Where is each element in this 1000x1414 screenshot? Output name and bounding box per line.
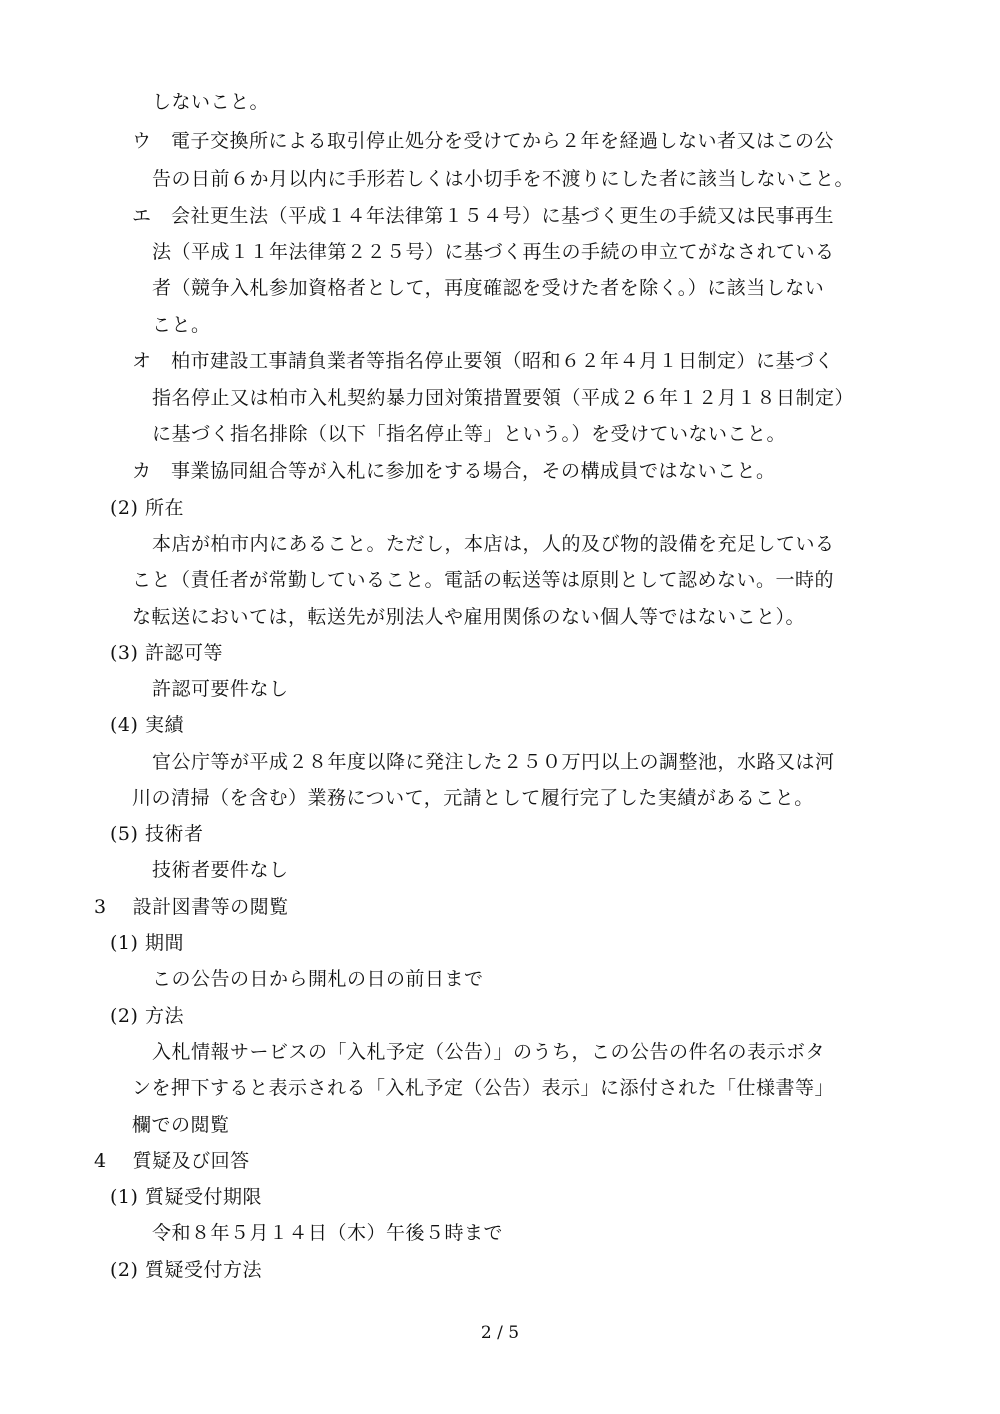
text-line: 令和８年５月１４日（木）午後５時まで xyxy=(152,1222,504,1244)
section-heading: (2) 方法 xyxy=(110,1005,184,1027)
text-line: エ 会社更生法（平成１４年法律第１５４号）に基づく更生の手続又は民事再生 xyxy=(132,205,835,227)
section-heading: (3) 許認可等 xyxy=(110,642,223,664)
text-line: ンを押下すると表示される「入札予定（公告）表示」に添付された「仕様書等」 xyxy=(132,1077,835,1099)
section-heading: (2) 所在 xyxy=(110,497,184,519)
text-line: 許認可要件なし xyxy=(152,678,289,700)
text-line: この公告の日から開札の日の前日まで xyxy=(152,968,484,990)
text-line: な転送においては，転送先が別法人や雇用関係のない個人等ではないこと）。 xyxy=(132,606,806,628)
text-line: カ 事業協同組合等が入札に参加をする場合，その構成員ではないこと。 xyxy=(132,460,776,482)
text-line: に基づく指名排除（以下「指名停止等」という。）を受けていないこと。 xyxy=(152,423,787,445)
section-heading: (1) 期間 xyxy=(110,932,184,954)
text-line: 入札情報サービスの「入札予定（公告）」のうち，この公告の件名の表示ボタ xyxy=(152,1041,826,1063)
section-heading: (5) 技術者 xyxy=(110,823,204,845)
text-line: こと（責任者が常勤していること。電話の転送等は原則として認めない。一時的 xyxy=(132,569,835,591)
section-heading: (2) 質疑受付方法 xyxy=(110,1259,262,1281)
text-line: 官公庁等が平成２８年度以降に発注した２５０万円以上の調整池，水路又は河 xyxy=(152,751,835,773)
text-line: こと。 xyxy=(152,314,211,336)
text-line: しないこと。 xyxy=(152,91,270,113)
text-line: 本店が柏市内にあること。ただし，本店は，人的及び物的設備を充足している xyxy=(152,533,835,555)
section-heading: (4) 実績 xyxy=(110,714,184,736)
text-line: 欄での閲覧 xyxy=(132,1114,230,1136)
text-line: 指名停止又は柏市入札契約暴力団対策措置要領（平成２６年１２月１８日制定） xyxy=(152,387,855,409)
text-line: 者（競争入札参加資格者として，再度確認を受けた者を除く。）に該当しない xyxy=(152,277,825,299)
chapter-heading: 4 質疑及び回答 xyxy=(94,1150,250,1172)
text-line: 告の日前６か月以内に手形若しくは小切手を不渡りにした者に該当しないこと。 xyxy=(152,168,855,190)
section-heading: (1) 質疑受付期限 xyxy=(110,1186,262,1208)
text-line: 川の清掃（を含む）業務について，元請として履行完了した実績があること。 xyxy=(132,787,814,809)
text-line: ウ 電子交換所による取引停止処分を受けてから２年を経過しない者又はこの公 xyxy=(132,130,835,152)
text-line: 法（平成１１年法律第２２５号）に基づく再生の手続の申立てがなされている xyxy=(152,241,835,263)
chapter-heading: 3 設計図書等の閲覧 xyxy=(94,896,289,918)
text-line: オ 柏市建設工事請負業者等指名停止要領（昭和６２年４月１日制定）に基づく xyxy=(132,350,835,372)
page-number: 2 / 5 xyxy=(480,1323,520,1343)
text-line: 技術者要件なし xyxy=(152,859,289,881)
